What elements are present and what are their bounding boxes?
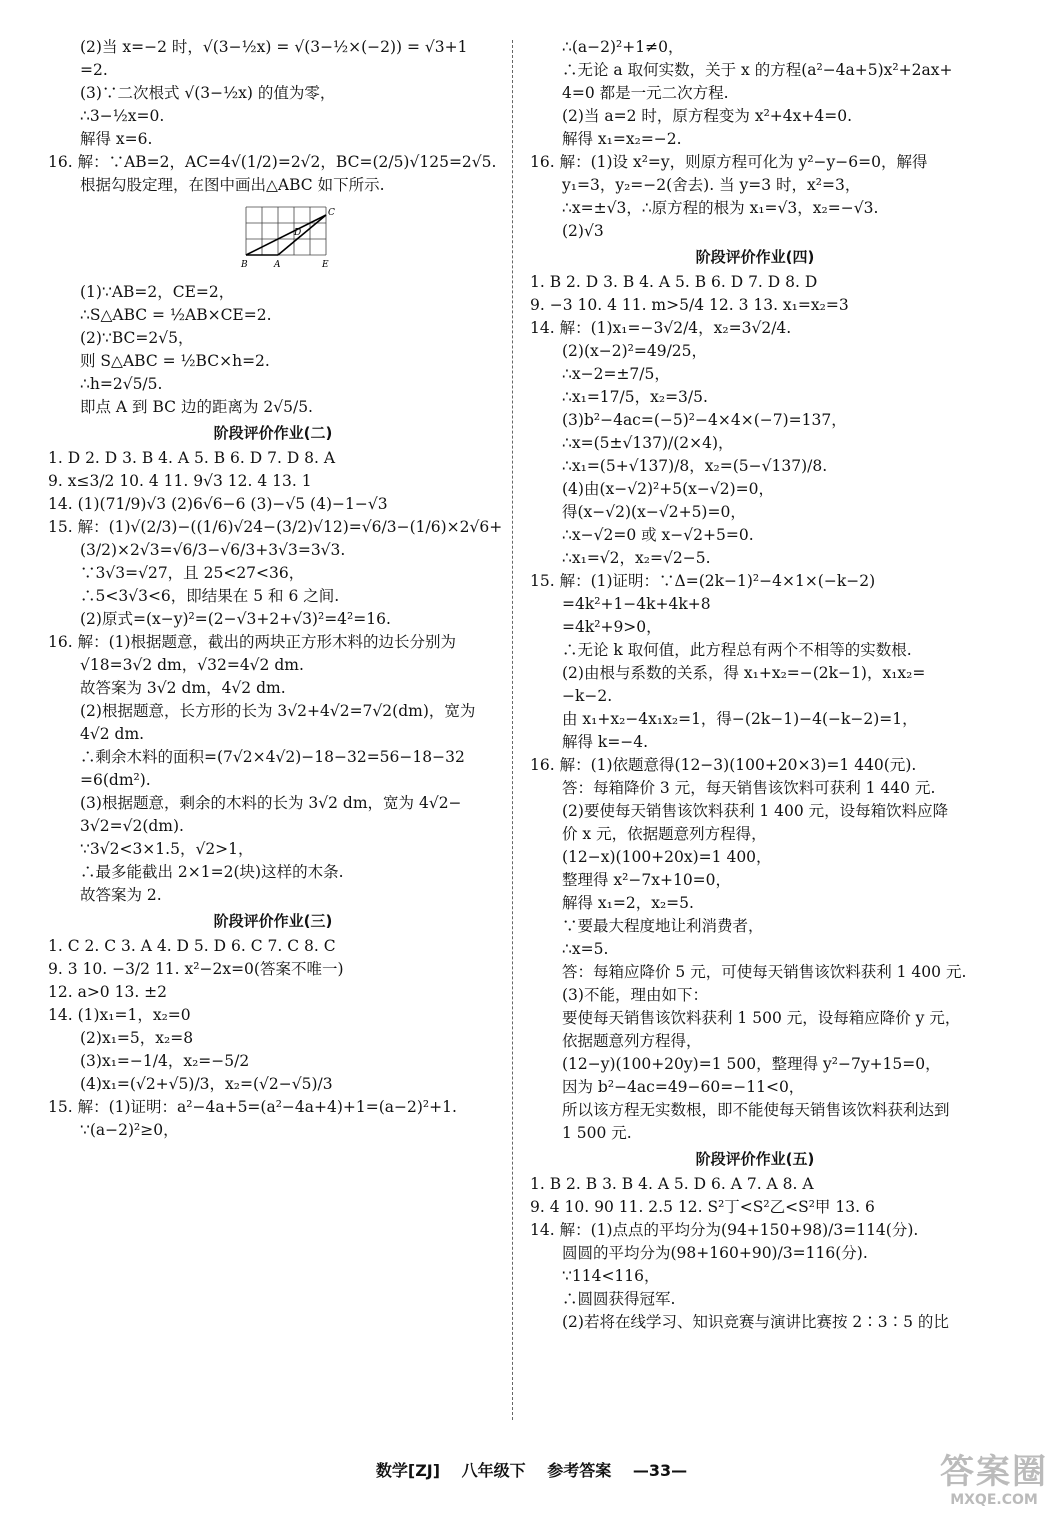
answer-line: 要使每天销售该饮料获利 1 500 元，设每箱应降价 y 元， (562, 1009, 961, 1027)
answer-line: ∴5<3√3<6，即结果在 5 和 6 之间. (80, 587, 340, 605)
grid-point-label: B (241, 260, 248, 270)
answer-line: 16. 解：(1)依题意得(12−3)(100+20×3)=1 440(元). (530, 756, 917, 774)
answer-line: (2)当 x=−2 时，√(3−½x) = √(3−½×(−2)) = √3+1 (80, 38, 468, 56)
answer-line: ∴x=5. (562, 940, 609, 958)
answer-line: 14. (1)(71/9)√3 (2)6√6−6 (3)−√5 (4)−1−√3 (48, 495, 388, 513)
answer-line: ∴x₁=17/5，x₂=3/5. (562, 388, 708, 406)
answer-line: ∴S△ABC = ½AB×CE=2. (80, 306, 272, 324)
answer-line: 解得 k=−4. (562, 733, 649, 751)
section-heading: 阶段评价作业(三) (213, 912, 333, 930)
answer-line: 1. B 2. D 3. B 4. A 5. B 6. D 7. D 8. D (530, 273, 818, 291)
watermark-logo (939, 1452, 1049, 1522)
footer-grade: 八年级下 (461, 1461, 526, 1480)
answer-line: (3)∵二次根式 √(3−½x) 的值为零， (80, 84, 336, 102)
answer-line: 16. 解：(1)根据题意，截出的两块正方形木料的边长分别为 (48, 633, 457, 651)
answer-line: (4)x₁=(√2+√5)/3，x₂=(√2−√5)/3 (80, 1075, 333, 1093)
footer-subject: 数学[ZJ] (375, 1461, 441, 1480)
answer-line: ∴最多能截出 2×1=2(块)这样的木条. (80, 863, 344, 881)
answer-line: 价 x 元，依据题意列方程得， (562, 825, 767, 843)
answer-line: 1. B 2. B 3. B 4. A 5. D 6. A 7. A 8. A (530, 1175, 814, 1193)
answer-line: ∴无论 k 取何值，此方程总有两个不相等的实数根. (562, 641, 912, 659)
answer-line: ∴x=±√3，∴原方程的根为 x₁=√3，x₂=−√3. (562, 199, 879, 217)
answer-line: (2)由根与系数的关系，得 x₁+x₂=−(2k−1)，x₁x₂= (562, 664, 926, 682)
answer-line: 1. C 2. C 3. A 4. D 5. D 6. C 7. C 8. C (48, 937, 336, 955)
answer-line: ∴圆圆获得冠军. (562, 1290, 676, 1308)
answer-line: 15. 解：(1)√(2/3)−((1/6)√24−(3/2)√12)=√6/3−(1/6)×2√6+ (48, 518, 503, 536)
answer-line: √18=3√2 dm，√32=4√2 dm. (80, 656, 304, 674)
grid-point-label: A (274, 260, 281, 270)
answer-line: =4k²+9>0， (562, 618, 662, 636)
answer-line: ∵要最大程度地让利消费者， (562, 917, 764, 935)
section-heading: 阶段评价作业(五) (695, 1150, 815, 1168)
watermark-text: 答案圈 (940, 1452, 1048, 1492)
answer-line: (3)x₁=−1/4，x₂=−5/2 (80, 1052, 250, 1070)
answer-line: 12. a>0 13. ±2 (48, 983, 168, 1001)
answer-line: (2)原式=(x−y)²=(2−√3+2+√3)²=4²=16. (80, 610, 391, 628)
answer-line: 9. x≤3/2 10. 4 11. 9√3 12. 4 13. 1 (48, 472, 312, 490)
answer-line: (4)由(x−√2)²+5(x−√2)=0， (562, 480, 774, 498)
page-number: —33— (632, 1461, 688, 1480)
answer-line: 根据勾股定理，在图中画出△ABC 如下所示. (80, 176, 385, 194)
answer-line: 即点 A 到 BC 边的距离为 2√5/5. (80, 398, 313, 416)
footer-answer-label: 参考答案 (547, 1461, 612, 1480)
answer-line: (1)∵AB=2，CE=2， (80, 283, 235, 301)
answer-line: 解得 x₁=2，x₂=5. (562, 894, 694, 912)
answer-line: 由 x₁+x₂−4x₁x₂=1，得−(2k−1)−4(−k−2)=1， (562, 710, 918, 728)
left-column (48, 36, 503, 1142)
triangle-grid-figure (240, 203, 335, 270)
answer-line: (2)要使每天销售该饮料获利 1 400 元，设每箱饮料应降 (562, 802, 949, 820)
answer-line: (3)b²−4ac=(−5)²−4×4×(−7)=137， (562, 411, 847, 429)
answer-line: 4√2 dm. (80, 725, 145, 743)
grid-point-label: C (328, 208, 335, 218)
answer-line: 14. (1)x₁=1，x₂=0 (48, 1006, 191, 1024)
answer-line: 答：每箱降价 3 元，每天销售该饮料可获利 1 440 元. (562, 779, 936, 797)
watermark-url: MXQE.COM (950, 1492, 1038, 1508)
column-divider (512, 40, 513, 1420)
page-footer (0, 1458, 1063, 1481)
answer-line: =6(dm²). (80, 771, 151, 789)
section-heading: 阶段评价作业(四) (695, 248, 815, 266)
grid-point-label: E (322, 260, 329, 270)
answer-line: ∴剩余木料的面积=(7√2×4√2)−18−32=56−18−32 (80, 748, 465, 766)
answer-line: 圆圆的平均分为(98+160+90)/3=116(分). (562, 1244, 868, 1262)
answer-line: 9. −3 10. 4 11. m>5/4 12. 3 13. x₁=x₂=3 (530, 296, 849, 314)
answer-line: (3)不能，理由如下： (562, 986, 708, 1004)
answer-line: 14. 解：(1)x₁=−3√2/4，x₂=3√2/4. (530, 319, 792, 337)
answer-line: 整理得 x²−7x+10=0， (562, 871, 732, 889)
answer-line: 因为 b²−4ac=49−60=−11<0， (562, 1078, 805, 1096)
answer-line: 故答案为 2. (80, 886, 162, 904)
answer-line: (12−x)(100+20x)=1 400， (562, 848, 772, 866)
answer-line: ∴h=2√5/5. (80, 375, 163, 393)
answer-line: 4=0 都是一元二次方程. (562, 84, 729, 102)
answer-line: 1 500 元. (562, 1124, 632, 1142)
answer-line: ∴x−√2=0 或 x−√2+5=0. (562, 526, 754, 544)
answer-line: 16. 解：(1)设 x²=y，则原方程可化为 y²−y−6=0，解得 (530, 153, 928, 171)
answer-line: 1. D 2. D 3. B 4. A 5. B 6. D 7. D 8. A (48, 449, 336, 467)
answer-line: =2. (80, 61, 108, 79)
answer-line: (2)x₁=5，x₂=8 (80, 1029, 194, 1047)
answer-line: (2)∵BC=2√5， (80, 329, 194, 347)
answer-line: y₁=3，y₂=−2(舍去). 当 y=3 时，x²=3， (562, 176, 861, 194)
answer-line: ∵114<116， (562, 1267, 660, 1285)
answer-line: (3)根据题意，剩余的木料的长为 3√2 dm，宽为 4√2− (80, 794, 462, 812)
answer-line: 依据题意列方程得， (562, 1032, 702, 1050)
answer-line: ∴x₁=(5+√137)/8，x₂=(5−√137)/8. (562, 457, 828, 475)
answer-line: 解得 x₁=x₂=−2. (562, 130, 682, 148)
answer-line: ∵3√3=√27，且 25<27<36， (80, 564, 305, 582)
answer-line: 所以该方程无实数根，即不能使每天销售该饮料获利达到 (562, 1101, 950, 1119)
answer-line: 15. 解：(1)证明：a²−4a+5=(a²−4a+4)+1=(a−2)²+1. (48, 1098, 457, 1116)
answer-line: (2)当 a=2 时，原方程变为 x²+4x+4=0. (562, 107, 852, 125)
answer-line: (2)√3 (562, 222, 604, 240)
answer-line: 16. 解：∵AB=2，AC=4√(1/2)=2√2，BC=(2/5)√125=2√5. (48, 153, 497, 171)
answer-line: 答：每箱应降价 5 元，可使每天销售该饮料获利 1 400 元. (562, 963, 967, 981)
answer-line: 15. 解：(1)证明：∵Δ=(2k−1)²−4×1×(−k−2) (530, 572, 876, 590)
answer-line: ∴3−½x=0. (80, 107, 165, 125)
answer-line: ∴(a−2)²+1≠0， (562, 38, 684, 56)
answer-line: ∵(a−2)²≥0， (80, 1121, 179, 1139)
answer-line: (3/2)×2√3=√6/3−√6/3+3√3=3√3. (80, 541, 346, 559)
answer-line: (2)若将在线学习、知识竞赛与演讲比赛按 2∶3∶5 的比 (562, 1313, 949, 1331)
answer-line: (2)根据题意，长方形的长为 3√2+4√2=7√2(dm)，宽为 (80, 702, 476, 720)
answer-line: 3√2=√2(dm). (80, 817, 184, 835)
answer-line: 故答案为 3√2 dm，4√2 dm. (80, 679, 286, 697)
answer-line: (12−y)(100+20y)=1 500，整理得 y²−7y+15=0， (562, 1055, 941, 1073)
answer-line: ∴无论 a 取何实数，关于 x 的方程(a²−4a+5)x²+2ax+ (562, 61, 953, 79)
answer-line: ∴x−2=±7/5， (562, 365, 670, 383)
answer-line: 得(x−√2)(x−√2+5)=0， (562, 503, 746, 521)
right-column (530, 36, 980, 1334)
answer-line: =4k²+1−4k+4k+8 (562, 595, 711, 613)
grid-point-label: D (294, 228, 302, 238)
answer-line: 9. 3 10. −3/2 11. x²−2x=0(答案不唯一) (48, 960, 344, 978)
answer-line: 则 S△ABC = ½BC×h=2. (80, 352, 270, 370)
section-heading: 阶段评价作业(二) (213, 424, 333, 442)
answer-line: (2)(x−2)²=49/25， (562, 342, 708, 360)
answer-line: ∴x=(5±√137)/(2×4)， (562, 434, 734, 452)
answer-line: −k−2. (562, 687, 613, 705)
answer-line: ∴x₁=√2，x₂=√2−5. (562, 549, 711, 567)
answer-line: 14. 解：(1)点点的平均分为(94+150+98)/3=114(分). (530, 1221, 919, 1239)
answer-line: 解得 x=6. (80, 130, 153, 148)
answer-line: 9. 4 10. 90 11. 2.5 12. S²丁<S²乙<S²甲 13. 6 (530, 1198, 875, 1216)
answer-line: ∵3√2<3×1.5，√2>1， (80, 840, 254, 858)
